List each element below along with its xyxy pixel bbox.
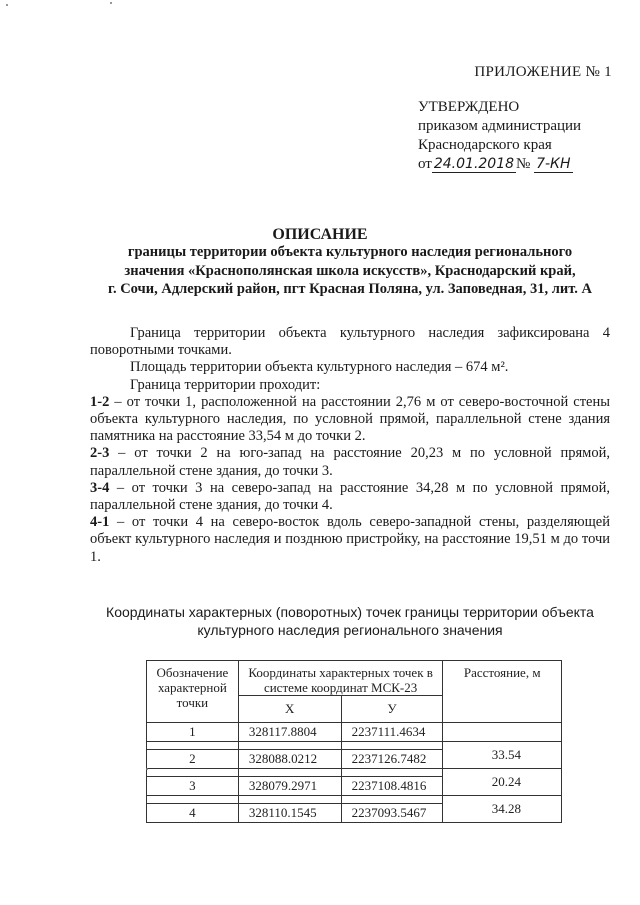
subtitle-line: г. Сочи, Адлерский район, пгт Красная Поляна, ул. Заповедная, 31, лит. А <box>108 281 592 297</box>
order-date: 24.01.2018 <box>433 156 515 172</box>
table-row <box>147 723 562 742</box>
cell-point: 2 <box>147 750 239 769</box>
appendix-label: ПРИЛОЖЕНИЕ № 1 <box>474 64 612 80</box>
coordinates-title <box>70 603 630 639</box>
scan-speck <box>6 4 8 6</box>
approval-block <box>418 98 581 174</box>
order-no-prefix: № <box>516 156 531 172</box>
segment-text: – от точки 3 на северо-запад на расстояние 34,28 м по условной прямой, параллельной стене здания, до точки 4. <box>90 479 610 514</box>
document-subtitle <box>70 243 630 299</box>
cell-x: 328079.2971 <box>238 777 341 796</box>
header-coords: Координаты характерных точек в системе координат МСК-23 <box>238 661 443 696</box>
coordinates-title-line: культурного наследия регионального значения <box>197 622 503 638</box>
approved-line: приказом администрации <box>418 118 582 134</box>
subtitle-line: границы территории объекта культурного наследия регионального <box>127 244 573 260</box>
order-number: 7-КН <box>536 156 571 172</box>
segment-text: – от точки 1, расположенной на расстоянии 2,76 м от северо-восточной стены объекта культурного наследия, по условной прямой, параллельной стене здания памятника на расстояние 33,54 м до точки 2. <box>90 393 610 445</box>
scan-speck <box>110 2 112 4</box>
segment-label: 4-1 <box>90 514 110 531</box>
table-header-row <box>147 661 562 696</box>
subtitle-line: значения «Краснополянская школа искусств», Краснодарский край, <box>124 262 576 279</box>
table-gap-row <box>147 769 562 777</box>
cell-y: 2237111.4634 <box>341 723 443 742</box>
paragraph-intro: Граница территории проходит: <box>130 376 321 393</box>
header-y: У <box>341 696 443 723</box>
segment-text: – от точки 4 на северо-восток вдоль северо-западной стены, разделяющей объект культурного наследия и позднюю пристройку, на расстояние 19,51 м до точи 1. <box>90 514 610 565</box>
header-distance: Расстояние, м <box>443 661 562 723</box>
coordinates-table <box>146 660 562 823</box>
paragraph-points: Граница территории объекта культурного наследия зафиксирована 4 поворотными точками. <box>90 325 610 359</box>
cell-x: 328088.0212 <box>238 750 341 769</box>
segment-paragraph <box>90 445 610 479</box>
approved-line: УТВЕРЖДЕНО <box>418 99 520 115</box>
table-gap-row <box>147 742 562 750</box>
segment-label: 3-4 <box>90 479 110 496</box>
header-x: X <box>238 696 341 723</box>
paragraph-area: Площадь территории объекта культурного наследия – 674 м². <box>130 359 509 376</box>
segment-text: – от точки 2 на юго-запад на расстояние 20,23 м по условной прямой, параллельной стене здания, до точки 3. <box>90 445 610 479</box>
scan-speck <box>146 768 148 770</box>
approved-line: Краснодарского края <box>418 137 552 153</box>
cell-x: 328117.8804 <box>238 723 341 742</box>
cell-y: 2237126.7482 <box>341 750 443 769</box>
cell-distance: 34.28 <box>443 796 562 823</box>
segment-paragraph <box>90 514 610 566</box>
order-line <box>418 155 581 174</box>
cell-point: 1 <box>147 723 239 742</box>
cell-point: 3 <box>147 777 239 796</box>
document-title: ОПИСАНИЕ <box>272 226 368 243</box>
boundary-description <box>90 325 610 566</box>
segment-label: 1-2 <box>90 393 110 410</box>
segment-paragraph <box>90 480 610 514</box>
cell-y: 2237108.4816 <box>341 777 443 796</box>
cell-y: 2237093.5467 <box>341 804 443 823</box>
cell-x: 328110.1545 <box>238 804 341 823</box>
cell-distance: 33.54 <box>443 742 562 769</box>
segment-label: 2-3 <box>90 445 110 462</box>
segment-paragraph <box>90 394 610 446</box>
cell-distance: 20.24 <box>443 769 562 796</box>
cell-distance-empty <box>443 723 562 742</box>
header-point: Обозначение характерной точки <box>147 661 239 723</box>
cell-point: 4 <box>147 804 239 823</box>
table-gap-row <box>147 796 562 804</box>
coordinates-title-line: Координаты характерных (поворотных) точек границы территории объекта <box>106 604 594 620</box>
order-prefix: от <box>418 156 432 172</box>
